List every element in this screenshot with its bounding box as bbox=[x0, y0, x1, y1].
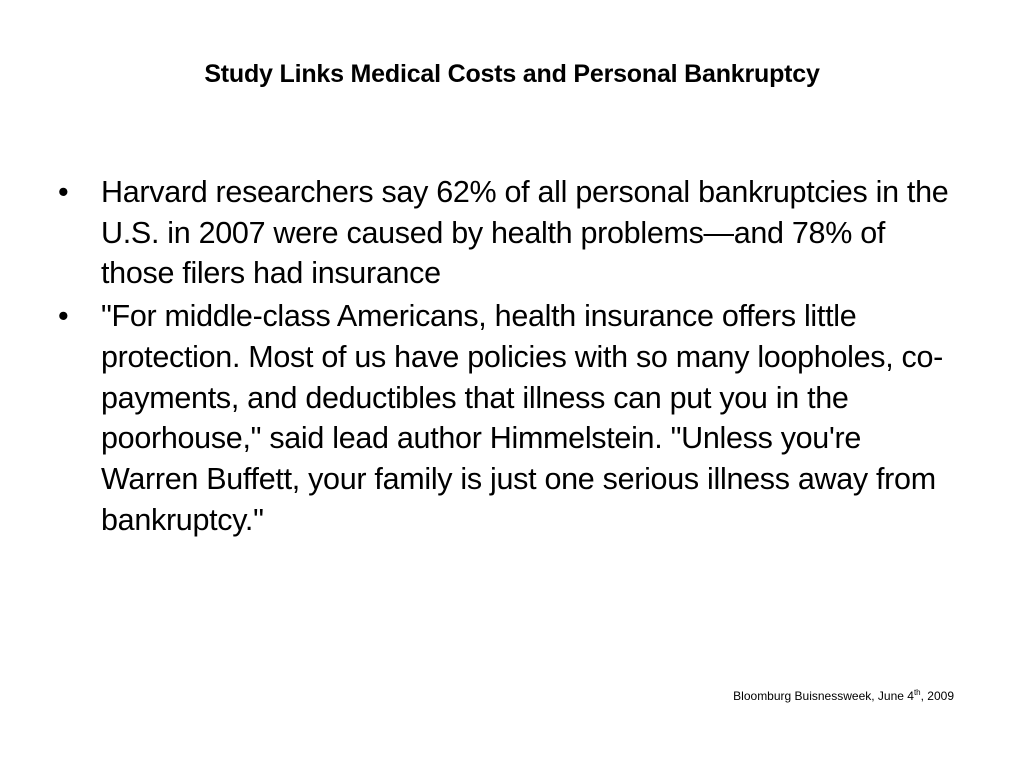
bullet-text: Harvard researchers say 62% of all personal bankruptcies in the U.S. in 2007 were caused by health problems—and 78% of those filers had insurance bbox=[101, 175, 949, 291]
source-suffix: , 2009 bbox=[920, 689, 954, 703]
bullet-icon: • bbox=[58, 299, 69, 334]
bullet-icon: • bbox=[58, 175, 69, 209]
bullet-item bbox=[58, 172, 953, 294]
bullet-item bbox=[58, 296, 953, 540]
bullet-list bbox=[58, 172, 953, 542]
source-citation bbox=[733, 688, 954, 704]
source-prefix: Bloomburg Buisnessweek, June 4 bbox=[733, 689, 914, 703]
source-superscript: th bbox=[913, 688, 921, 697]
bullet-text: "For middle-class Americans, health insurance offers little protection. Most of us have policies with so many loopholes, co-payments, and deductibles that illness can put you in the poorhouse," said lead author Himmelstein. "Unless you're Warren Buffett, your family is just one serious illness away from bankruptcy." bbox=[101, 299, 944, 537]
slide-title: Study Links Medical Costs and Personal Bankruptcy bbox=[204, 60, 820, 88]
